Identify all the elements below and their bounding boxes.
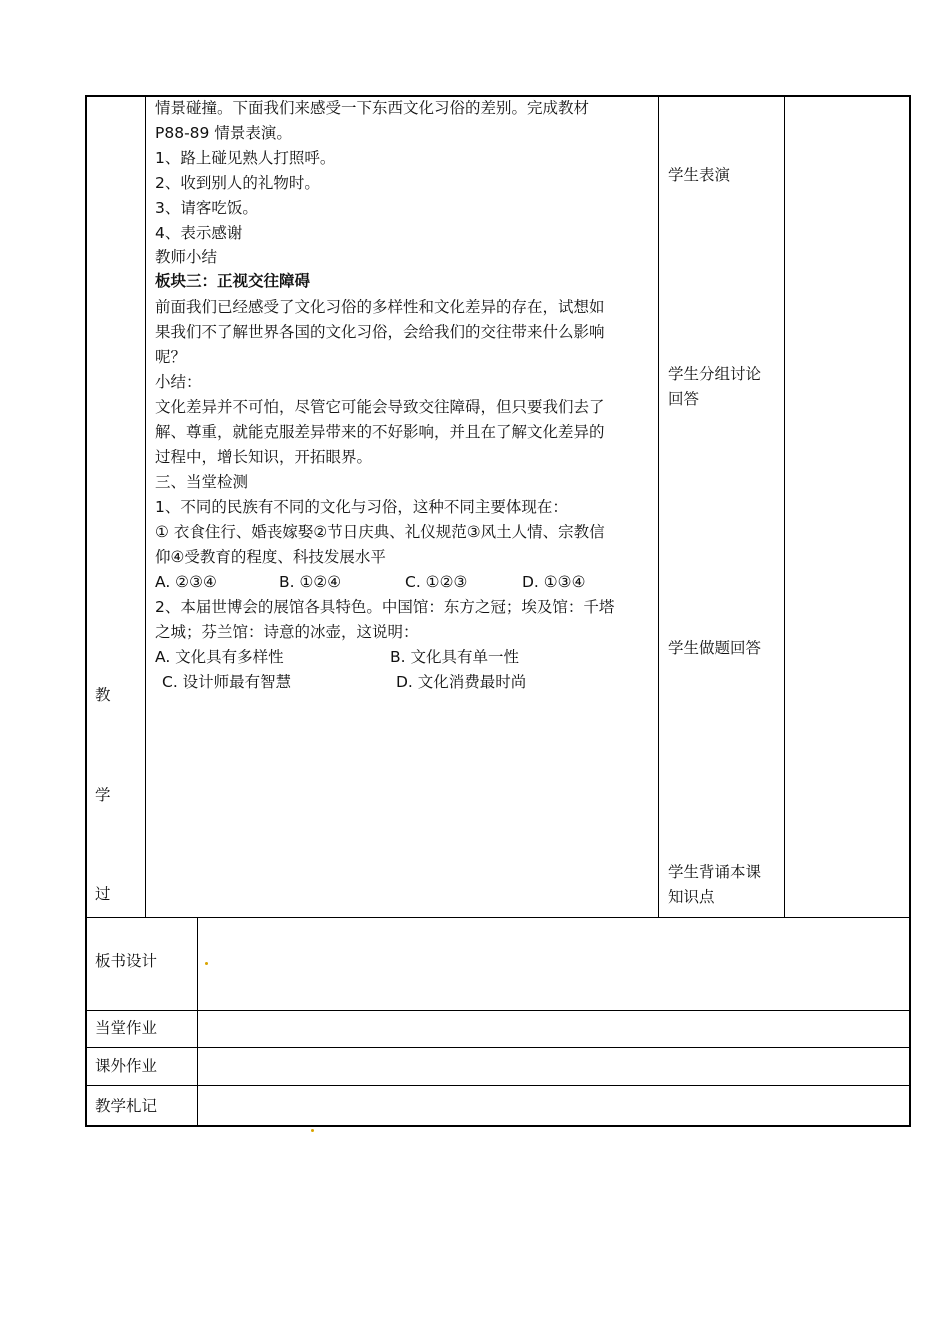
teaching-notes-label: 教学札记	[95, 1097, 158, 1115]
row-divider-board	[85, 1010, 911, 1011]
student-activity-4: 学生背诵本课	[668, 863, 762, 881]
col-divider-student	[784, 95, 785, 917]
intro-line-2: P88-89 情景表演。	[155, 124, 292, 142]
board-design-label: 板书设计	[95, 952, 158, 970]
col-divider-bottom	[197, 917, 198, 1125]
left-label-char-1: 教	[95, 686, 111, 704]
scene-item-2: 2、收到别人的礼物时。	[155, 174, 320, 192]
question-2-choice-a: A. 文化具有多样性	[155, 648, 284, 666]
question-1-options-line-1: ① 衣食住行、婚丧嫁娶②节日庆典、礼仪规范③风土人情、宗教信	[155, 523, 605, 541]
summary-line-2: 解、尊重，就能克服差异带来的不好影响，并且在了解文化差异的	[155, 423, 605, 441]
section3-question-line-2: 果我们不了解世界各国的文化习俗，会给我们的交往带来什么影响	[155, 323, 605, 341]
class-homework-label: 当堂作业	[95, 1019, 158, 1037]
summary-line-3: 过程中，增长知识，开拓眼界。	[155, 448, 373, 466]
stray-mark	[205, 962, 208, 965]
extra-homework-label: 课外作业	[95, 1057, 158, 1075]
col-divider-left	[145, 95, 146, 917]
table-left-border	[85, 95, 87, 1126]
question-2-line-2: 之城；芬兰馆：诗意的冰壶，这说明：	[155, 623, 419, 641]
table-bottom-border	[85, 1125, 911, 1127]
row-divider-main	[85, 917, 911, 918]
student-activity-2b: 回答	[668, 390, 700, 408]
left-label-char-2: 学	[95, 786, 111, 804]
section3-heading: 板块三：正视交往障碍	[155, 272, 311, 290]
test-heading: 三、当堂检测	[155, 473, 249, 491]
scene-item-1: 1、路上碰见熟人打照呼。	[155, 149, 336, 167]
intro-line: 情景碰撞。下面我们来感受一下东西文化习俗的差别。完成教材	[155, 99, 590, 117]
table-right-border	[909, 95, 911, 1126]
question-1: 1、不同的民族有不同的文化与习俗，这种不同主要体现在：	[155, 498, 568, 516]
question-2-choice-b: B. 文化具有单一性	[390, 648, 519, 666]
stray-mark	[311, 1129, 314, 1132]
student-activity-3: 学生做题回答	[668, 639, 762, 657]
question-1-choice-b: B. ①②④	[279, 573, 342, 591]
question-1-choice-a: A. ②③④	[155, 573, 217, 591]
question-1-choice-c: C. ①②③	[405, 573, 468, 591]
scene-item-4: 4、表示感谢	[155, 224, 243, 242]
question-1-options-line-2: 仰④受教育的程度、科技发展水平	[155, 548, 386, 566]
question-2-choice-d: D. 文化消费最时尚	[396, 673, 527, 691]
question-2-choice-c: C. 设计师最有智慧	[162, 673, 292, 691]
student-activity-4b: 知识点	[668, 888, 715, 906]
question-2-line-1: 2、本届世博会的展馆各具特色。中国馆：东方之冠；埃及馆：千塔	[155, 598, 615, 616]
teacher-summary: 教师小结	[155, 248, 218, 266]
left-label-char-3: 过	[95, 885, 111, 903]
col-divider-content	[658, 95, 659, 917]
section3-question-line-3: 呢？	[155, 348, 187, 366]
student-activity-1: 学生表演	[668, 166, 731, 184]
student-activity-2: 学生分组讨论	[668, 365, 762, 383]
row-divider-homework	[85, 1085, 911, 1086]
question-1-choice-d: D. ①③④	[522, 573, 586, 591]
section3-question-line-1: 前面我们已经感受了文化习俗的多样性和文化差异的存在，试想如	[155, 298, 605, 316]
summary-label: 小结：	[155, 373, 202, 391]
row-divider-classwork	[85, 1047, 911, 1048]
scene-item-3: 3、请客吃饭。	[155, 199, 258, 217]
summary-line-1: 文化差异并不可怕，尽管它可能会导致交往障碍，但只要我们去了	[155, 398, 605, 416]
